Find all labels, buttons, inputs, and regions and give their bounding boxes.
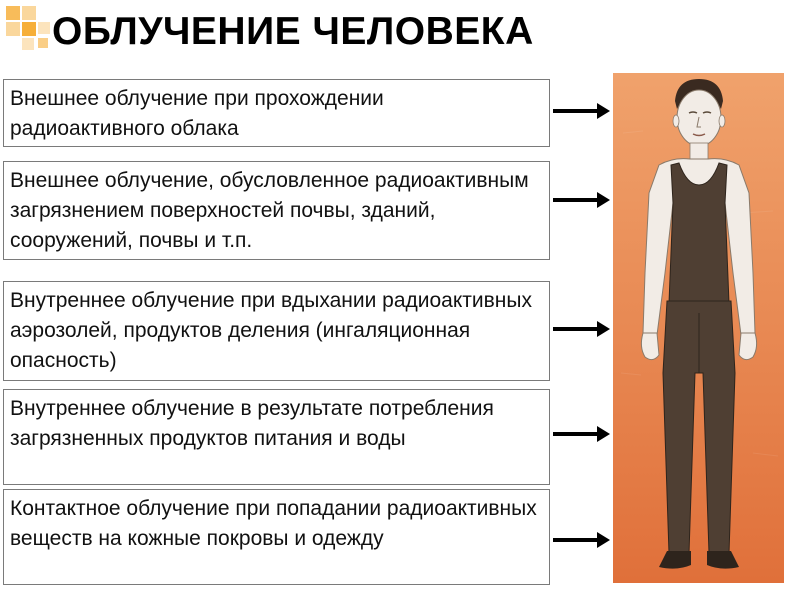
arrow-right-icon (553, 318, 611, 340)
corner-squares-icon (0, 0, 60, 60)
arrow-right-icon (553, 423, 611, 445)
exposure-item-3: Внутреннее облучение при вдыхании радиоактивных аэрозолей, продуктов деления (ингаляционная опасность) (3, 281, 550, 381)
arrow-right-icon (553, 189, 611, 211)
human-figure-illustration (613, 73, 784, 583)
arrow-right-icon (553, 100, 611, 122)
exposure-item-4: Внутреннее облучение в результате потребления загрязненных продуктов питания и воды (3, 389, 550, 485)
arrow-right-icon (553, 529, 611, 551)
exposure-item-5: Контактное облучение при попадании радиоактивных веществ на кожные покровы и одежду (3, 489, 550, 585)
page-title: ОБЛУЧЕНИЕ ЧЕЛОВЕКА (52, 10, 534, 53)
exposure-item-1: Внешнее облучение при прохождении радиоактивного облака (3, 79, 550, 147)
exposure-item-2: Внешнее облучение, обусловленное радиоактивным загрязнением поверхностей почвы, зданий, сооружений, почвы и т.п. (3, 161, 550, 260)
